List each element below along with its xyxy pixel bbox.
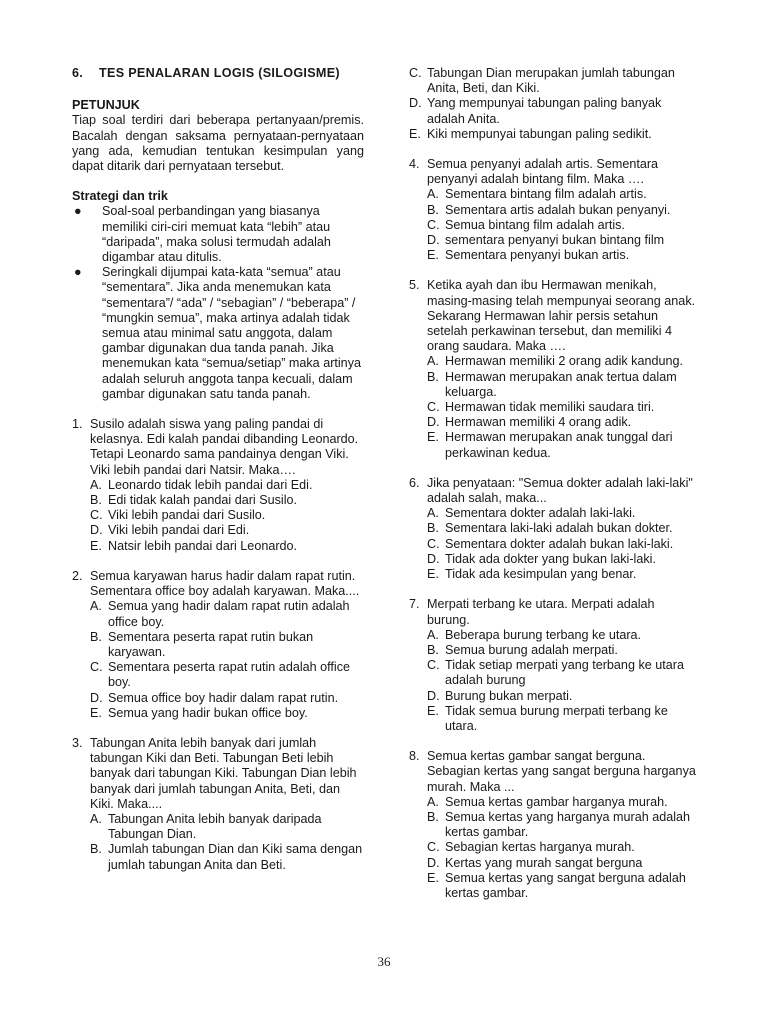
option-letter: B. [90, 493, 102, 508]
option-text: Edi tidak kalah pandai dari Susilo. [108, 493, 298, 508]
option-text: Tidak semua burung merpati terbang ke utara. [445, 703, 668, 733]
answer-option [409, 96, 699, 126]
strategi-item-text: Seringkali dijumpai kata-kata “semua” atau “sementara”. Jika anda menemukan kata “sementara”/ “ada” / “sebagian” / “beberapa” / “mungkin semua”, maka artinya adalah tidak semua atau minimal satu anggota, dalam gambar digunakan dua tanda panah. Jika menemukan kata “semua/setiap” maka artinya adalah seluruh anggota tanpa kecuali, dalam gambar digunakan satu tanda panah. [102, 265, 361, 401]
petunjuk-heading: PETUNJUK [72, 98, 140, 113]
answer-option [409, 567, 699, 582]
option-text: Yang mempunyai tabungan paling banyak adalah Anita. [427, 96, 662, 126]
option-text: Jumlah tabungan Dian dan Kiki sama dengan jumlah tabungan Anita dan Beti. [108, 842, 363, 872]
option-letter: A. [427, 187, 439, 202]
question [409, 597, 699, 734]
answer-option [409, 506, 699, 521]
question-stem [409, 749, 699, 795]
option-letter: E. [427, 870, 439, 885]
option-letter: B. [90, 842, 102, 857]
question-text: Merpati terbang ke utara. Merpati adalah burung. [427, 597, 655, 627]
option-letter: A. [427, 354, 439, 369]
option-text: Semua office boy hadir dalam rapat rutin. [108, 690, 339, 705]
question-number: 7. [409, 597, 420, 612]
answer-option [72, 599, 364, 629]
option-letter: C. [409, 66, 422, 80]
question-number: 3. [72, 735, 83, 750]
question-number: 5. [409, 278, 420, 293]
answer-option [409, 795, 699, 810]
option-text: Sementara laki-laki adalah bukan dokter. [445, 521, 673, 536]
question-number: 8. [409, 749, 420, 764]
option-text: Tabungan Dian merupakan jumlah tabungan Anita, Beti, dan Kiki. [427, 66, 675, 96]
option-letter: A. [427, 627, 439, 642]
answer-option [72, 478, 364, 493]
answer-option [409, 233, 699, 248]
option-text: Semua burung adalah merpati. [445, 642, 618, 657]
option-letter: E. [427, 430, 439, 445]
option-letter: B. [427, 642, 439, 657]
option-text: Hermawan memiliki 4 orang adik. [445, 415, 632, 430]
answer-option [409, 658, 699, 688]
option-letter: C. [90, 508, 103, 523]
question [409, 278, 699, 460]
page-number: 36 [377, 954, 391, 969]
option-text: Beberapa burung terbang ke utara. [445, 627, 642, 642]
strategi-item [72, 265, 364, 402]
option-letter: C. [427, 536, 440, 551]
answer-option [409, 66, 699, 96]
option-letter: A. [90, 811, 102, 826]
answer-option [72, 812, 364, 842]
option-letter: C. [427, 658, 440, 673]
option-text: Hermawan merupakan anak tunggal dari perkawinan kedua. [445, 430, 673, 460]
option-letter: D. [90, 523, 103, 538]
option-list [72, 599, 364, 721]
answer-option [409, 856, 699, 871]
option-text: Viki lebih pandai dari Susilo. [108, 508, 266, 523]
section-number: 6. [72, 66, 84, 80]
question-stem [409, 597, 699, 627]
answer-option [72, 842, 364, 872]
left-questions [72, 417, 364, 873]
option-letter: E. [90, 705, 102, 720]
question-text: Jika penyataan: "Semua dokter adalah laki-laki" adalah salah, maka... [427, 475, 693, 506]
question-stem [72, 417, 364, 478]
question-text: Tabungan Anita lebih banyak dari jumlah tabungan Kiki dan Beti. Tabungan Beti lebih banyak dari tabungan Kiki. Tabungan Dian lebih banyak dari jumlah tabungan Anita, Beti, dan Kiki. Maka.... [90, 735, 357, 811]
left-column [72, 66, 364, 888]
option-letter: B. [427, 809, 439, 824]
option-text: Sementara peserta rapat rutin bukan karyawan. [108, 629, 314, 659]
option-text: Sementara penyanyi bukan artis. [445, 248, 630, 263]
answer-option [409, 704, 699, 734]
option-text: Viki lebih pandai dari Edi. [108, 523, 250, 538]
answer-option [409, 354, 699, 369]
question-number: 6. [409, 475, 420, 490]
question [409, 476, 699, 582]
answer-option [409, 643, 699, 658]
option-letter: A. [427, 506, 439, 521]
option-text: Semua yang hadir dalam rapat rutin adalah office boy. [108, 599, 350, 629]
option-letter: E. [409, 126, 421, 141]
option-letter: E. [427, 703, 439, 718]
option-letter: D. [427, 551, 440, 566]
option-text: Sebagian kertas harganya murah. [445, 840, 635, 855]
option-letter: D. [427, 855, 440, 870]
option-text: Hermawan tidak memiliki saudara tiri. [445, 400, 655, 415]
answer-option [409, 810, 699, 840]
question-text: Ketika ayah dan ibu Hermawan menikah, masing-masing telah mempunyai seorang anak. Sekarang Hermawan lahir persis setahun setelah perkawinan tersebut, dan memiliki 4 orang saudara. Maka …. [427, 278, 696, 354]
option-letter: D. [409, 96, 422, 111]
option-list [409, 354, 699, 460]
option-letter: B. [90, 629, 102, 644]
question-3-continued [409, 66, 699, 142]
option-text: Sementara peserta rapat rutin adalah office boy. [108, 660, 350, 690]
answer-option [409, 415, 699, 430]
option-text: Tidak setiap merpati yang terbang ke utara adalah burung [445, 658, 684, 688]
option-text: Semua kertas yang harganya murah adalah kertas gambar. [445, 809, 691, 840]
answer-option [72, 630, 364, 660]
right-questions [409, 157, 699, 901]
question-number: 1. [72, 417, 83, 432]
option-text: Sementara dokter adalah laki-laki. [445, 506, 636, 521]
option-text: Tidak ada dokter yang bukan laki-laki. [445, 551, 656, 566]
option-text: Sementara bintang film adalah artis. [445, 187, 647, 202]
answer-option [409, 430, 699, 460]
question-number: 2. [72, 568, 83, 583]
option-letter: B. [427, 521, 439, 536]
answer-option [409, 370, 699, 400]
option-letter: A. [90, 477, 102, 492]
answer-option [409, 127, 699, 142]
option-letter: D. [90, 690, 103, 705]
option-letter: A. [427, 794, 439, 809]
answer-option [409, 218, 699, 233]
answer-option [72, 691, 364, 706]
option-letter: C. [427, 400, 440, 415]
option-text: Hermawan merupakan anak tertua dalam keluarga. [445, 369, 677, 399]
option-list [409, 506, 699, 582]
question [409, 749, 699, 901]
option-text: Kertas yang murah sangat berguna [445, 855, 643, 870]
option-text: Natsir lebih pandai dari Leonardo. [108, 538, 298, 553]
question [72, 569, 364, 721]
option-text: Hermawan memiliki 2 orang adik kandung. [445, 354, 683, 369]
bullet-icon: ● [74, 265, 82, 280]
petunjuk-text: Tiap soal terdiri dari beberapa pertanyaan/premis. Bacalah dengan saksama pernyataan-pernyataan yang ada, kemudian tentukan kesimpulan yang dapat ditarik dari pernyataan tersebut. [72, 113, 364, 174]
answer-option [72, 539, 364, 554]
question-text: Susilo adalah siswa yang paling pandai di kelasnya. Edi kalah pandai dibanding Leonardo. Tetapi Leonardo sama pandainya dengan Viki. Viki lebih pandai dari Natsir. Maka…. [90, 417, 359, 477]
section-title-text: TES PENALARAN LOGIS (SILOGISME) [99, 66, 340, 80]
option-list [72, 812, 364, 873]
option-text: Sementara artis adalah bukan penyanyi. [445, 202, 671, 217]
right-column [409, 66, 699, 916]
answer-option [409, 871, 699, 901]
question [72, 736, 364, 873]
option-text: Tabungan Anita lebih banyak daripada Tabungan Dian. [108, 811, 322, 842]
strategi-list [72, 204, 364, 402]
option-letter: B. [427, 202, 439, 217]
answer-option [409, 552, 699, 567]
option-letter: C. [90, 660, 103, 675]
option-letter: C. [427, 840, 440, 855]
answer-option [72, 706, 364, 721]
option-letter: B. [427, 369, 439, 384]
option-letter: E. [90, 538, 102, 553]
strategi-heading: Strategi dan trik [72, 189, 168, 204]
bullet-icon: ● [74, 204, 82, 219]
option-text: Sementara dokter adalah bukan laki-laki. [445, 536, 674, 551]
option-text: Leonardo tidak lebih pandai dari Edi. [108, 477, 313, 492]
answer-option [409, 203, 699, 218]
question-stem [409, 476, 699, 506]
option-text: Semua kertas gambar harganya murah. [445, 794, 668, 809]
answer-option [409, 537, 699, 552]
option-text: Tidak ada kesimpulan yang benar. [445, 567, 637, 582]
strategi-item-text: Soal-soal perbandingan yang biasanya memiliki ciri-ciri memuat kata “lebih” atau “daripada”, maka solusi termudah adalah digambar atau ditulis. [102, 204, 331, 265]
option-text: sementara penyanyi bukan bintang film [445, 233, 665, 248]
question-text: Semua penyanyi adalah artis. Sementara penyanyi adalah bintang film. Maka …. [427, 157, 659, 187]
answer-option [409, 840, 699, 855]
answer-option [72, 508, 364, 523]
option-text: Semua bintang film adalah artis. [445, 217, 625, 232]
answer-option [409, 689, 699, 704]
question-text: Semua karyawan harus hadir dalam rapat rutin. Sementara office boy adalah karyawan. Maka.... [90, 568, 360, 599]
answer-option [409, 187, 699, 202]
question [409, 157, 699, 263]
answer-option [409, 521, 699, 536]
option-letter: E. [427, 248, 439, 263]
strategi-item [72, 204, 364, 265]
option-text: Burung bukan merpati. [445, 688, 573, 703]
option-letter: A. [90, 599, 102, 614]
question-number: 4. [409, 157, 420, 172]
answer-option [409, 248, 699, 263]
answer-option [409, 628, 699, 643]
question-stem [72, 736, 364, 812]
option-letter: C. [427, 217, 440, 232]
question-text: Semua kertas gambar sangat berguna. Sebagian kertas yang sangat berguna harganya murah. Maka ... [427, 749, 696, 794]
option-letter: D. [427, 688, 440, 703]
answer-option [72, 523, 364, 538]
option-list [72, 478, 364, 554]
option-text: Semua kertas yang sangat berguna adalah kertas gambar. [445, 870, 686, 900]
option-text: Kiki mempunyai tabungan paling sedikit. [427, 126, 652, 141]
question-stem [409, 278, 699, 354]
answer-option [409, 400, 699, 415]
answer-option [72, 493, 364, 508]
question-stem [72, 569, 364, 599]
answer-option [72, 660, 364, 690]
question [72, 417, 364, 554]
option-text: Semua yang hadir bukan office boy. [108, 705, 308, 720]
section-title [72, 66, 364, 81]
option-list [409, 795, 699, 901]
question-stem [409, 157, 699, 187]
option-letter: D. [427, 415, 440, 430]
option-list [409, 187, 699, 263]
option-letter: E. [427, 567, 439, 582]
option-letter: D. [427, 233, 440, 248]
option-list [409, 628, 699, 734]
